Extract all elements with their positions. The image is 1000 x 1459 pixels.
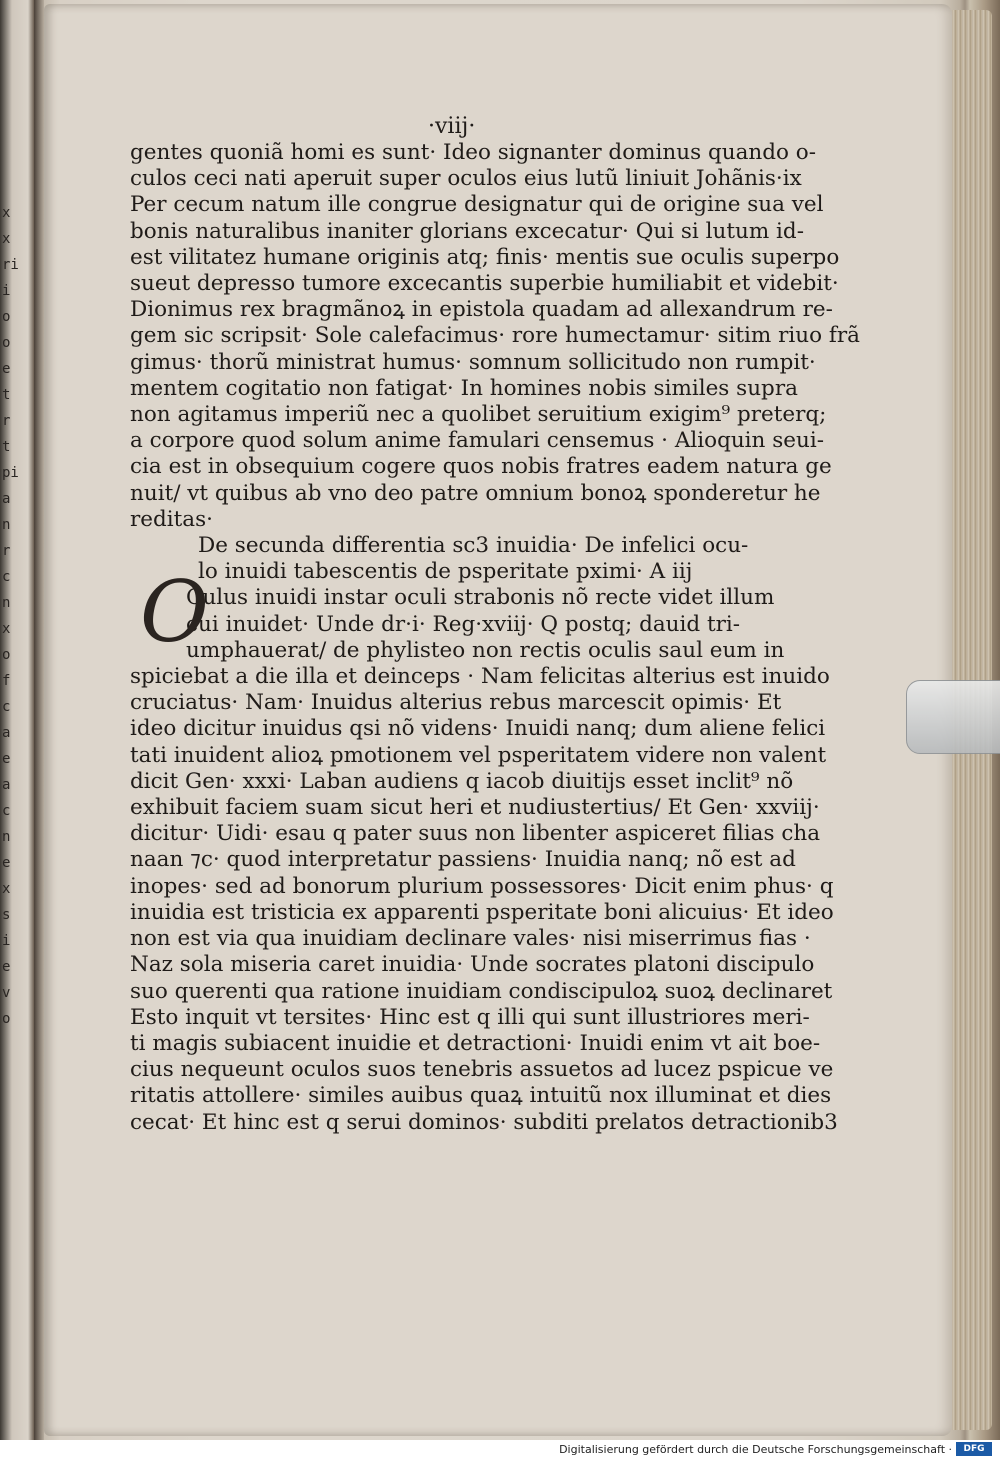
paragraph-2-line: Naz sola miseria caret inuidia· Unde socrates platoni discipulo: [130, 952, 815, 978]
left-page-fragment: c: [2, 699, 11, 715]
paragraph-1-line: reditas·: [130, 506, 213, 532]
left-page-fragment: x: [2, 205, 11, 221]
paragraph-2-line: ritatis attollere· similes auibus quaꝝ intuitũ nox illuminat et dies: [130, 1083, 832, 1109]
left-page-fragments: [2, 200, 26, 1032]
left-page-fragment: e: [2, 751, 11, 767]
paragraph-1-line: a corpore quod solum anime famulari censemus · Alioquin seui-: [130, 428, 824, 454]
paragraph-1-line: gem sic scripsit· Sole calefacimus· rore humectamur· sitim riuo frã: [130, 323, 860, 349]
paragraph-2-line: inuidia est tristicia ex apparenti psperitate boni alicuius· Et ideo: [130, 899, 834, 925]
paragraph-1-line: gentes quoniã homi es sunt· Ideo signanter dominus quando o-: [130, 140, 816, 165]
left-page-fragment: t: [2, 439, 11, 455]
paragraph-1: [130, 140, 860, 533]
footer-credit-text: Digitalisierung gefördert durch die Deutsche Forschungsgemeinschaft ·: [559, 1443, 952, 1456]
paragraph-2-line: tati inuident alioꝝ pmotionem vel psperitatem videre non valent: [130, 742, 827, 768]
left-page-fragment: a: [2, 491, 11, 507]
paragraph-1-line: culos ceci nati aperuit super oculos eius lutũ liniuit Johãnis·ix: [130, 166, 802, 192]
chapter-heading-line: De secunda differentia sc3 inuidia· De infelici ocu-: [198, 533, 749, 559]
paragraph-2: [130, 664, 838, 1136]
left-page-fragment: c: [2, 569, 11, 585]
left-page-fragment: n: [2, 829, 11, 845]
left-page-fragment: c: [2, 803, 11, 819]
paragraph-1-line: Dionimus rex bragmãnoꝝ in epistola quadam ad allexandrum re-: [130, 297, 833, 323]
left-page-fragment: s: [2, 907, 11, 923]
paragraph-1-line: nuit/ vt quibus ab vno deo patre omnium bonoꝝ sponderetur he: [130, 480, 821, 506]
book-gutter: [34, 0, 44, 1440]
paragraph-2-line: naan ⁊c· quod interpretatur passiens· Inuidia nanq; nõ est ad: [130, 847, 796, 873]
drop-cap-initial: O: [140, 563, 209, 661]
paragraph-1-line: Per cecum natum ille congrue designatur qui de origine sua vel: [130, 192, 824, 218]
left-page-fragment: o: [2, 647, 11, 663]
left-page-fragment: o: [2, 1011, 11, 1027]
paragraph-1-line: gimus· thorũ ministrat humus· somnum sollicitudo non rumpit·: [130, 349, 816, 375]
left-page-fragment: e: [2, 361, 11, 377]
left-page-fragment: r: [2, 543, 11, 559]
paragraph-2-indented: [130, 585, 785, 664]
page-clip: [906, 680, 1000, 754]
paragraph-2-line: inopes· sed ad bonorum plurium possessores· Dicit enim phus· q: [130, 873, 834, 899]
paragraph-1-line: sueut depresso tumore excecantis superbie humiliabit et videbit·: [130, 271, 839, 297]
left-page-edge: [0, 0, 34, 1440]
left-page-fragment: e: [2, 959, 11, 975]
paragraph-2-line: cius nequeunt oculos suos tenebris assuetos ad lucez pspicue ve: [130, 1057, 834, 1083]
left-page-fragment: x: [2, 231, 11, 247]
left-page-fragment: e: [2, 855, 11, 871]
chapter-heading-line: lo inuidi tabescentis de psperitate pximi· A iij: [198, 559, 693, 585]
paragraph-1-line: non agitamus imperiũ nec a quolibet seruitium exigim⁹ preterq;: [130, 402, 827, 428]
chapter-heading: [130, 533, 770, 585]
left-page-fragment: o: [2, 309, 11, 325]
left-page-fragment: o: [2, 335, 11, 351]
paragraph-2-line: exhibuit faciem suam sicut heri et nudiustertius/ Et Gen· xxviij·: [130, 795, 820, 821]
left-page-fragment: a: [2, 725, 11, 741]
paragraph-2-indented-line: umphauerat/ de phylisteo non rectis oculis saul eum in: [186, 637, 785, 663]
paragraph-2-line: non est via qua inuidiam declinare vales· nisi miserrimus fias ·: [130, 926, 811, 952]
paragraph-2-line: Esto inquit vt tersites· Hinc est q illi qui sunt illustriores meri-: [130, 1004, 810, 1030]
left-page-fragment: pi: [2, 465, 19, 481]
paragraph-2-line: cecat· Et hinc est q serui dominos· subditi prelatos detractionib3: [130, 1109, 838, 1135]
paragraph-2-line: dicitur· Uidi· esau q pater suus non libenter aspiceret filias cha: [130, 821, 821, 847]
left-page-fragment: n: [2, 517, 11, 533]
paragraph-2-line: cruciatus· Nam· Inuidus alterius rebus marcescit opimis· Et: [130, 690, 782, 716]
paragraph-1-line: est vilitatez humane originis atq; finis· mentis sue oculis superpo: [130, 244, 840, 270]
left-page-fragment: f: [2, 673, 11, 689]
paragraph-2-indented-line: Culus inuidi instar oculi strabonis nõ recte videt illum: [186, 585, 775, 611]
left-page-fragment: n: [2, 595, 11, 611]
left-page-fragment: i: [2, 933, 11, 949]
left-page-fragment: r: [2, 413, 11, 429]
left-page-fragment: ri: [2, 257, 19, 273]
left-page-fragment: t: [2, 387, 11, 403]
paragraph-2-line: ti magis subiacent inuidie et detractioni· Inuidi enim vt ait boe-: [130, 1030, 821, 1056]
paragraph-1-line: cia est in obsequium cogere quos nobis fratres eadem natura ge: [130, 454, 832, 480]
paragraph-1-line: mentem cogitatio non fatigat· In homines nobis similes supra: [130, 375, 798, 401]
digitization-footer: [0, 1440, 1000, 1459]
paragraph-2-indented-line: cui inuidet· Unde dr·i· Reg·xviij· Q postq; dauid tri-: [186, 611, 741, 637]
left-page-fragment: a: [2, 777, 11, 793]
paragraph-1-line: bonis naturalibus inaniter glorians excecatur· Qui si lutum id-: [130, 218, 804, 244]
folio-number: ·viij·: [428, 114, 476, 139]
text-block: [130, 114, 860, 1136]
dfg-logo-icon[interactable]: DFG: [956, 1442, 992, 1456]
left-page-fragment: i: [2, 283, 11, 299]
paragraph-2-line: ideo dicitur inuidus qsi nõ videns· Inuidi nanq; dum aliene felici: [130, 716, 826, 742]
left-page-fragment: x: [2, 881, 11, 897]
left-page-fragment: v: [2, 985, 11, 1001]
paragraph-2-line: suo querenti qua ratione inuidiam condiscipuloꝝ suoꝝ declinaret: [130, 978, 833, 1004]
left-page-fragment: x: [2, 621, 11, 637]
paragraph-2-line: dicit Gen· xxxi· Laban audiens q iacob diuitijs esset inclit⁹ nõ: [130, 768, 794, 794]
paragraph-2-line: spiciebat a die illa et deinceps · Nam felicitas alterius est inuido: [130, 664, 830, 690]
